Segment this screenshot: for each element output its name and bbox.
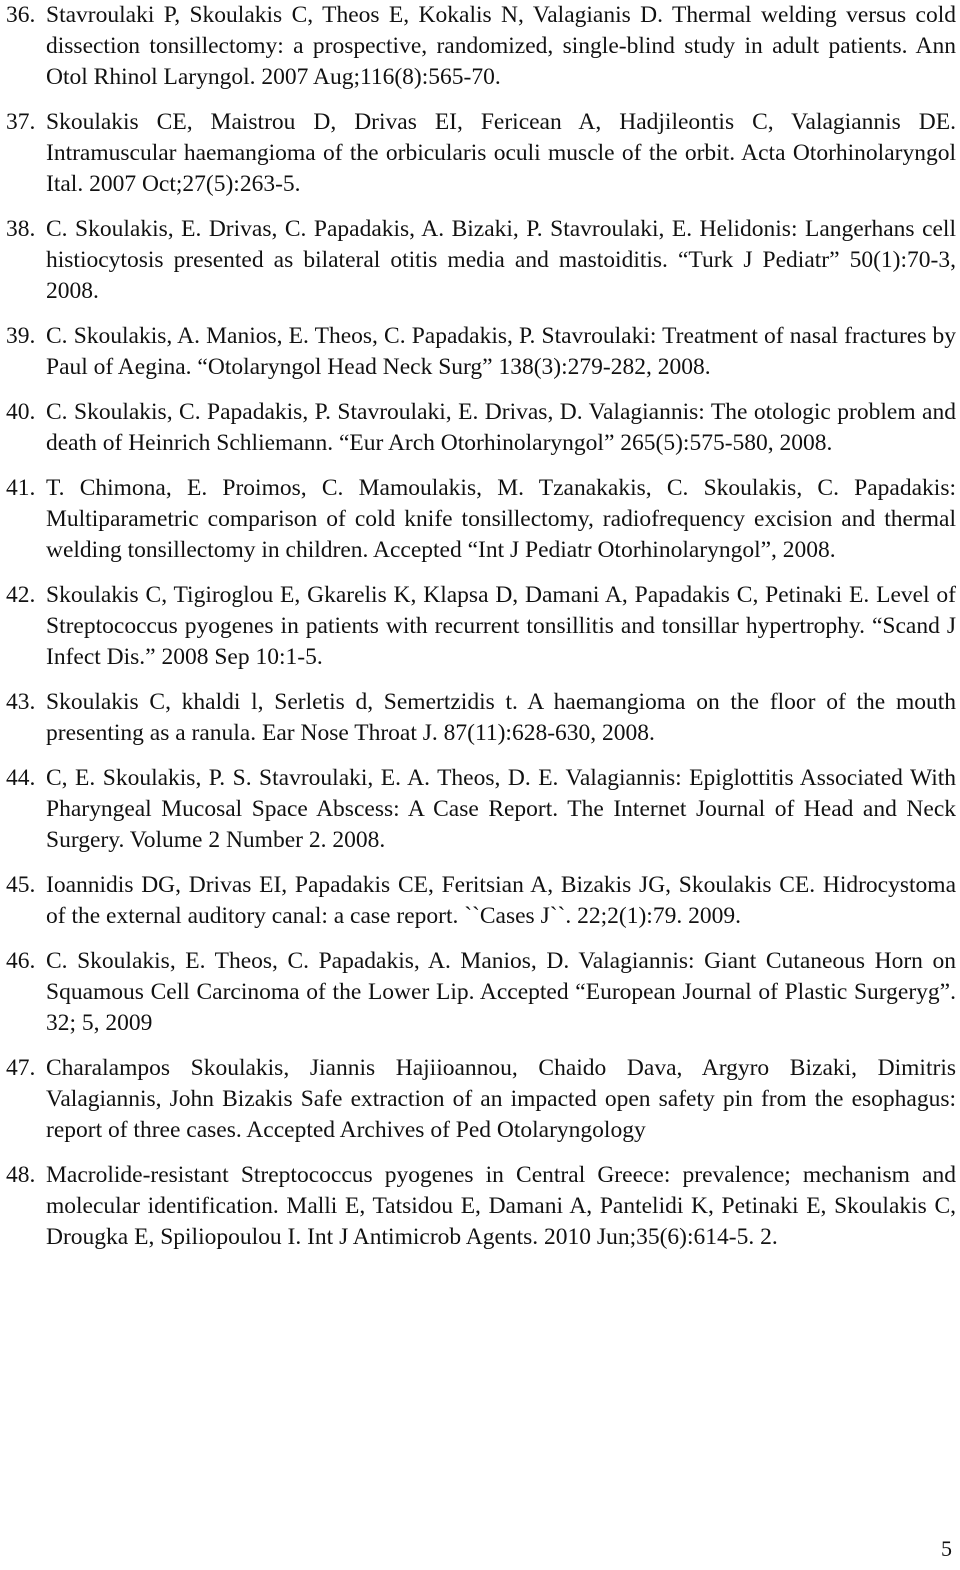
reference-item bbox=[6, 0, 956, 93]
reference-item bbox=[6, 763, 956, 856]
reference-text: Skoulakis C, khaldi l, Serletis d, Semertzidis t. A haemangioma on the floor of the mouth presenting as a ranula. Ear Nose Throat J. 87(11):628-630, 2008. bbox=[46, 689, 956, 746]
reference-number: 37. bbox=[6, 109, 36, 135]
reference-text: C. Skoulakis, A. Manios, E. Theos, C. Papadakis, P. Stavroulaki: Treatment of nasal fractures by Paul of Aegina. “Otolaryngol Head Neck Surg” 138(3):279-282, 2008. bbox=[46, 323, 956, 380]
reference-number: 48. bbox=[6, 1162, 36, 1188]
reference-text: C. Skoulakis, E. Theos, C. Papadakis, A. Manios, D. Valagiannis: Giant Cutaneous Horn on Squamous Cell Carcinoma of the Lower Lip. Accepted “European Journal of Plastic Surgeryg”. 32; 5, 2009 bbox=[46, 948, 956, 1036]
reference-number: 44. bbox=[6, 765, 36, 791]
reference-item bbox=[6, 473, 956, 566]
reference-item bbox=[6, 946, 956, 1039]
reference-number: 41. bbox=[6, 475, 36, 501]
reference-number: 42. bbox=[6, 582, 36, 608]
reference-text: Charalampos Skoulakis, Jiannis Hajiioannou, Chaido Dava, Argyro Bizaki, Dimitris Valagiannis, John Bizakis Safe extraction of an impacted open safety pin from the esophagus: report of three cases. Accepted Archives of Ped Otolaryngology bbox=[46, 1055, 956, 1143]
reference-text: T. Chimona, E. Proimos, C. Mamoulakis, M. Tzanakakis, C. Skoulakis, C. Papadakis: Multiparametric comparison of cold knife tonsillectomy, radiofrequency excision and thermal welding tonsillectomy in children. Accepted “Int J Pediatr Otorhinolaryngol”, 2008. bbox=[46, 475, 956, 563]
reference-item bbox=[6, 1053, 956, 1146]
reference-item bbox=[6, 107, 956, 200]
reference-number: 38. bbox=[6, 216, 36, 242]
reference-list bbox=[6, 0, 956, 1267]
reference-number: 46. bbox=[6, 948, 36, 974]
reference-number: 40. bbox=[6, 399, 36, 425]
reference-text: Stavroulaki P, Skoulakis C, Theos E, Kokalis N, Valagianis D. Thermal welding versus cold dissection tonsillectomy: a prospective, randomized, single-blind study in adult patients. Ann Otol Rhinol Laryngol. 2007 Aug;116(8):565-70. bbox=[46, 2, 956, 90]
reference-item bbox=[6, 321, 956, 383]
reference-number: 36. bbox=[6, 2, 36, 28]
reference-item bbox=[6, 870, 956, 932]
reference-number: 47. bbox=[6, 1055, 36, 1081]
reference-item bbox=[6, 397, 956, 459]
reference-text: C. Skoulakis, C. Papadakis, P. Stavroulaki, E. Drivas, D. Valagiannis: The otologic problem and death of Heinrich Schliemann. “Eur Arch Otorhinolaryngol” 265(5):575-580, 2008. bbox=[46, 399, 956, 456]
reference-number: 39. bbox=[6, 323, 36, 349]
reference-text: Skoulakis CE, Maistrou D, Drivas EI, Fericean A, Hadjileontis C, Valagiannis DE. Intramuscular haemangioma of the orbicularis oculi muscle of the orbit. Acta Otorhinolaryngol Ital. 2007 Oct;27(5):263-5. bbox=[46, 109, 956, 197]
reference-text: C. Skoulakis, E. Drivas, C. Papadakis, A. Bizaki, P. Stavroulaki, E. Helidonis: Langerhans cell histiocytosis presented as bilateral otitis media and mastoiditis. “Turk J Pediatr” 50(1):70-3, 2008. bbox=[46, 216, 956, 304]
reference-text: Macrolide-resistant Streptococcus pyogenes in Central Greece: prevalence; mechanism and molecular identification. Malli E, Tatsidou E, Damani A, Pantelidi K, Petinaki E, Skoulakis C, Drougka E, Spiliopoulou I. Int J Antimicrob Agents. 2010 Jun;35(6):614-5. 2. bbox=[46, 1162, 956, 1250]
reference-text: Skoulakis C, Tigiroglou E, Gkarelis K, Klapsa D, Damani A, Papadakis C, Petinaki E. Level of Streptococcus pyogenes in patients with recurrent tonsillitis and tonsillar hypertrophy. “Scand J Infect Dis.” 2008 Sep 10:1-5. bbox=[46, 582, 956, 670]
reference-item bbox=[6, 580, 956, 673]
reference-item bbox=[6, 214, 956, 307]
reference-text: C, E. Skoulakis, P. S. Stavroulaki, E. A. Theos, D. E. Valagiannis: Epiglottitis Associated With Pharyngeal Mucosal Space Abscess: A Case Report. The Internet Journal of Head and Neck Surgery. Volume 2 Number 2. 2008. bbox=[46, 765, 956, 853]
page-number: 5 bbox=[941, 1536, 952, 1561]
reference-number: 43. bbox=[6, 689, 36, 715]
reference-number: 45. bbox=[6, 872, 36, 898]
reference-item bbox=[6, 1160, 956, 1253]
reference-text: Ioannidis DG, Drivas EI, Papadakis CE, Feritsian A, Bizakis JG, Skoulakis CE. Hidrocystoma of the external auditory canal: a case report. ``Cases J``. 22;2(1):79. 2009. bbox=[46, 872, 956, 929]
reference-item bbox=[6, 687, 956, 749]
